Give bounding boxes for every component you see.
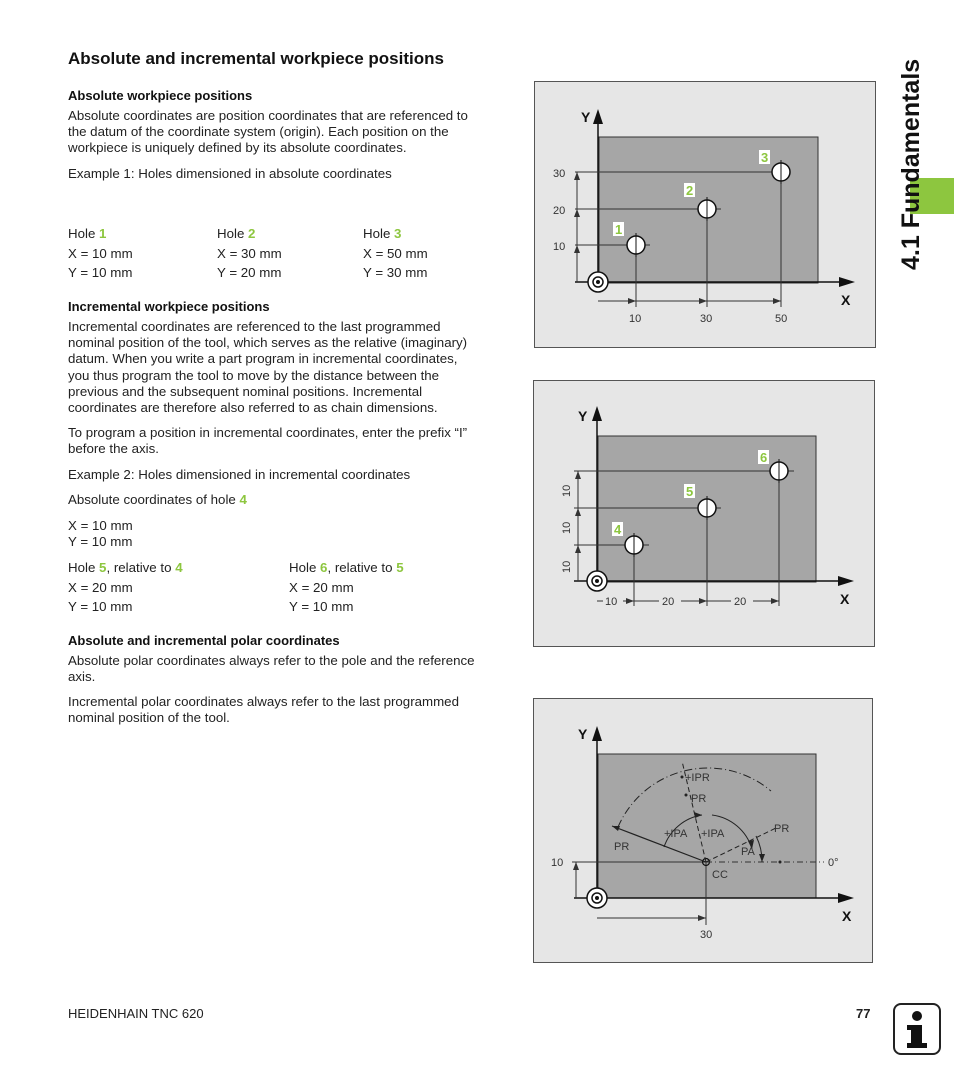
x-axis-arrow bbox=[838, 893, 854, 903]
text-line: Incremental coordinates are referenced to the last programmed bbox=[68, 319, 441, 334]
side-tab-title: 4.1 Fundamentals bbox=[897, 58, 925, 270]
text-line: axis. bbox=[68, 669, 96, 685]
page-heading: Absolute and incremental workpiece positions bbox=[68, 49, 444, 68]
example-2: Example 2: Holes dimensioned in incremental coordinates bbox=[68, 467, 411, 482]
hole-1-label: 1 bbox=[615, 222, 623, 237]
text-line: the datum of the coordinate system (origin). Each position on the bbox=[68, 124, 449, 140]
hole-label: Hole bbox=[363, 226, 395, 241]
y-axis-label: Y bbox=[578, 408, 588, 424]
pr-label-left: PR bbox=[614, 841, 630, 853]
dim-arrow bbox=[575, 508, 581, 516]
text-span: , relative to bbox=[327, 560, 397, 575]
section-title-incremental: Incremental workpiece positions bbox=[68, 299, 270, 314]
dim-arrow bbox=[628, 298, 636, 304]
y-tick-label: 10 bbox=[551, 857, 564, 869]
para-absolute bbox=[68, 108, 468, 157]
hole-6-label: 6 bbox=[760, 450, 768, 465]
hole-5-label: 5 bbox=[686, 484, 694, 499]
ipa-label-2: +IPA bbox=[701, 828, 725, 840]
x-tick-label: 30 bbox=[700, 313, 713, 325]
hole-x: X = 20 mm bbox=[289, 579, 354, 595]
y-axis-label: Y bbox=[578, 726, 588, 742]
dim-arrow bbox=[574, 245, 580, 253]
y-axis-arrow bbox=[592, 726, 602, 741]
hole-y: Y = 10 mm bbox=[68, 534, 133, 550]
hole-number: 5 bbox=[99, 560, 107, 575]
info-icon bbox=[893, 1003, 941, 1055]
figure-polar-coordinates bbox=[533, 698, 873, 963]
text-line: Absolute polar coordinates always refer to the pole and the reference bbox=[68, 653, 475, 668]
hole-number: 3 bbox=[394, 226, 402, 241]
dim-arrow bbox=[573, 862, 579, 870]
hole-3-label: 3 bbox=[761, 150, 769, 165]
figure-incremental-coordinates bbox=[533, 380, 875, 647]
hole-y: Y = 30 mm bbox=[363, 265, 428, 280]
hole-x: X = 10 mm bbox=[68, 518, 133, 533]
text-line: workpiece is uniquely defined by its absolute coordinates. bbox=[68, 140, 407, 156]
marker-dot bbox=[685, 794, 688, 797]
x-tick-label: 30 bbox=[700, 929, 713, 941]
footer-product: HEIDENHAIN TNC 620 bbox=[68, 1006, 204, 1021]
dim-arrow bbox=[699, 598, 707, 604]
text-line: before the axis. bbox=[68, 441, 159, 457]
x-axis-label: X bbox=[842, 908, 852, 924]
hole-number: 5 bbox=[396, 560, 404, 575]
hole-x: X = 20 mm bbox=[68, 579, 133, 595]
text-line: To program a position in incremental coordinates, enter the prefix “I” bbox=[68, 425, 468, 440]
hole-number: 6 bbox=[320, 560, 328, 575]
hole-y: Y = 20 mm bbox=[217, 265, 282, 280]
figure-1-drawing bbox=[535, 82, 877, 349]
hole-col-1 bbox=[68, 224, 133, 283]
para-incremental-2 bbox=[68, 425, 467, 457]
dim-arrow bbox=[575, 471, 581, 479]
hole-label: Hole bbox=[68, 560, 100, 575]
hole-y: Y = 10 mm bbox=[68, 265, 133, 280]
x-axis-label: X bbox=[840, 591, 850, 607]
hole-col-2 bbox=[217, 224, 282, 283]
pa-label: PA bbox=[741, 846, 755, 858]
rel-hole-col-2 bbox=[289, 558, 404, 617]
dim-arrow bbox=[771, 598, 779, 604]
info-icon-glyph bbox=[895, 1005, 939, 1053]
figure-3-drawing bbox=[534, 699, 874, 964]
x-axis-arrow bbox=[838, 576, 854, 586]
marker-dot bbox=[779, 861, 782, 864]
page-number: 77 bbox=[856, 1006, 871, 1021]
y-tick-label: 10 bbox=[561, 484, 573, 497]
para-incremental-1 bbox=[68, 319, 467, 416]
dim-arrow bbox=[574, 172, 580, 180]
figure-2-drawing bbox=[534, 381, 876, 648]
text-line: Absolute coordinates are position coordinates that are referenced to bbox=[68, 108, 468, 123]
datum-center bbox=[595, 579, 599, 583]
y-tick-label: 10 bbox=[553, 241, 566, 253]
para-polar-2 bbox=[68, 694, 459, 726]
abs-of-hole bbox=[68, 492, 247, 508]
hole-y: Y = 10 mm bbox=[68, 599, 133, 614]
hole-y: Y = 10 mm bbox=[289, 599, 354, 614]
text-line: nominal position of the tool. bbox=[68, 710, 230, 726]
figure-absolute-coordinates bbox=[534, 81, 876, 348]
text-line: previous and the subsequent nominal positions. Incremental bbox=[68, 383, 423, 399]
rel-hole-col-1 bbox=[68, 558, 183, 617]
x-axis-arrow bbox=[839, 277, 855, 287]
para-polar-1 bbox=[68, 653, 475, 685]
hole-x: X = 50 mm bbox=[363, 245, 428, 261]
pr-label-top: PR bbox=[691, 793, 707, 805]
text-span: Absolute coordinates of hole bbox=[68, 492, 240, 507]
dim-arrow bbox=[698, 915, 706, 921]
x-tick-label: 10 bbox=[629, 313, 642, 325]
x-tick-label: 50 bbox=[775, 313, 788, 325]
hole-number: 4 bbox=[239, 492, 247, 507]
text-line: you thus program the tool to move by the distance between the bbox=[68, 367, 440, 383]
hole-col-3 bbox=[363, 224, 428, 283]
marker-dot bbox=[681, 776, 684, 779]
x-tick-label: 20 bbox=[734, 596, 747, 608]
dim-arrow bbox=[626, 598, 634, 604]
hole-label: Hole bbox=[217, 226, 249, 241]
abs-hole-coords bbox=[68, 518, 133, 550]
section-title-absolute: Absolute workpiece positions bbox=[68, 88, 253, 103]
hole-label: Hole bbox=[68, 226, 100, 241]
y-tick-label: 30 bbox=[553, 168, 566, 180]
hole-2-label: 2 bbox=[686, 183, 694, 198]
hole-number: 2 bbox=[248, 226, 256, 241]
text-line: coordinates are therefore also referred to as chain dimensions. bbox=[68, 400, 438, 416]
y-axis-arrow bbox=[593, 109, 603, 124]
dim-arrow bbox=[773, 298, 781, 304]
example-1: Example 1: Holes dimensioned in absolute coordinates bbox=[68, 166, 392, 181]
hole-x: X = 10 mm bbox=[68, 245, 133, 261]
ipr-label: +IPR bbox=[685, 772, 710, 784]
hole-label: Hole bbox=[289, 560, 321, 575]
hole-4-label: 4 bbox=[614, 522, 622, 537]
y-axis-arrow bbox=[592, 406, 602, 421]
pole-label: CC bbox=[712, 869, 728, 881]
x-tick-label: 10 bbox=[605, 596, 618, 608]
text-line: Incremental polar coordinates always refer to the last programmed bbox=[68, 694, 459, 709]
hole-x: X = 30 mm bbox=[217, 245, 282, 261]
ipa-label-1: +IPA bbox=[664, 828, 688, 840]
datum-center bbox=[596, 280, 600, 284]
hole-number: 4 bbox=[175, 560, 183, 575]
dim-arrow bbox=[574, 209, 580, 217]
text-span: , relative to bbox=[106, 560, 176, 575]
x-tick-label: 20 bbox=[662, 596, 675, 608]
pr-label-right: PR bbox=[774, 823, 790, 835]
y-tick-label: 10 bbox=[561, 521, 573, 534]
y-tick-label: 10 bbox=[561, 560, 573, 573]
zero-degree-label: 0° bbox=[828, 857, 839, 869]
hole-number: 1 bbox=[99, 226, 107, 241]
text-line: datum. When you write a part program in incremental coordinates, bbox=[68, 351, 458, 367]
y-tick-label: 20 bbox=[553, 205, 566, 217]
dim-arrow bbox=[575, 545, 581, 553]
section-title-polar: Absolute and incremental polar coordinates bbox=[68, 633, 340, 648]
text-line: nominal position of the tool, which serves as the relative (imaginary) bbox=[68, 335, 468, 351]
y-axis-label: Y bbox=[581, 109, 591, 125]
x-axis-label: X bbox=[841, 292, 851, 308]
datum-center bbox=[595, 896, 599, 900]
dim-arrow bbox=[699, 298, 707, 304]
